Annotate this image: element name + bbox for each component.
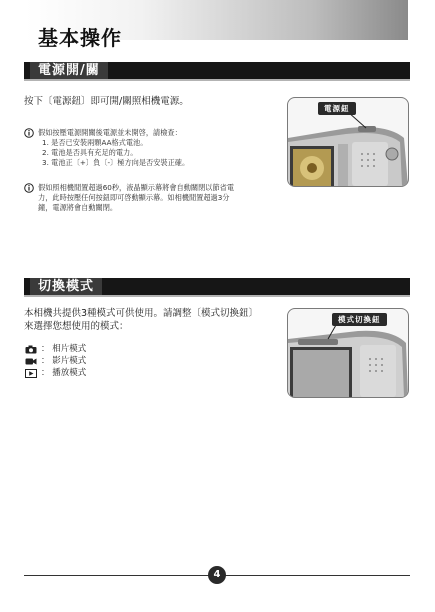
- note-item: 3. 電池正〔+〕負〔-〕極方向是否安裝正確。: [42, 158, 190, 167]
- note-line: 假如照相機閒置超過60秒，液晶顯示幕將會自動關閉以節省電: [38, 183, 235, 192]
- section-header-power: [24, 62, 410, 81]
- note-lead: 假如按壓電源開關後電源並未開啓，請檢查：: [38, 128, 182, 137]
- info-icon: [24, 128, 34, 138]
- note-line: 力，此時按壓任何按鈕即可啓動顯示幕。如相機閒置超過3分: [38, 193, 230, 202]
- power-button-illustration: [287, 97, 409, 187]
- note-line: 鐘，電源將會自動關閉。: [38, 203, 118, 212]
- section-title-power: 電源開/關: [30, 62, 108, 79]
- mode-switch-label: 模式切換鈕: [332, 313, 387, 326]
- section-title-mode: 切換模式: [30, 278, 102, 295]
- mode-intro-line: 本相機共提供3種模式可供使用。請調整〔模式切換鈕〕: [24, 308, 259, 319]
- mode-intro: [24, 307, 258, 333]
- camera-icon: [25, 345, 37, 354]
- section-header-mode: [24, 278, 410, 297]
- mode-item-video: [25, 356, 86, 367]
- power-intro: 按下〔電源鈕〕即可開/關照相機電源。: [24, 96, 189, 107]
- info-icon: [24, 183, 34, 193]
- power-button-label: 電源鈕: [318, 102, 356, 115]
- mode-label-playback: ： 播放模式: [41, 368, 87, 378]
- mode-label-photo: ： 相片模式: [41, 344, 87, 354]
- video-camera-icon: [25, 357, 37, 366]
- playback-icon: [25, 369, 37, 378]
- mode-intro-line: 來選擇您想使用的模式：: [24, 321, 129, 332]
- mode-label-video: ： 影片模式: [41, 356, 87, 366]
- note-item: 1. 是否已安裝兩顆AA格式電池。: [42, 138, 148, 147]
- mode-switch-illustration: [287, 308, 409, 398]
- power-troubleshoot-note: [38, 128, 288, 168]
- mode-item-photo: [25, 344, 86, 355]
- page-number: 4: [208, 566, 226, 584]
- auto-off-note: [38, 183, 288, 213]
- page-title: 基本操作: [38, 26, 122, 50]
- mode-item-playback: [25, 368, 86, 379]
- note-item: 2. 電池是否具有充足的電力。: [42, 148, 138, 157]
